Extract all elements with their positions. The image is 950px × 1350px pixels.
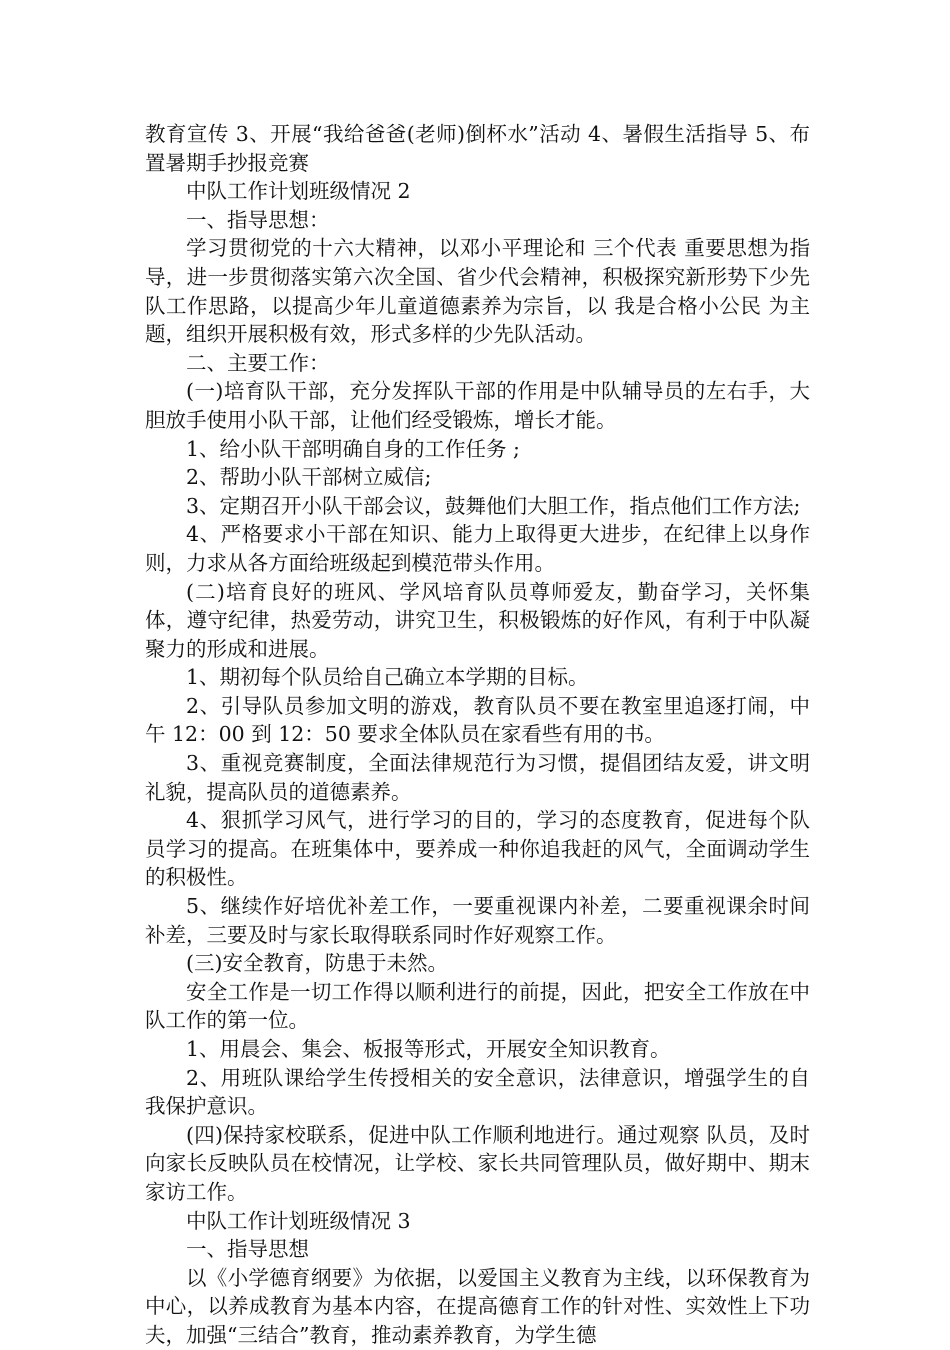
paragraph: (一)培育队干部，充分发挥队干部的作用是中队辅导员的左右手，大胆放手使用小队干部，让他们经受锻炼，增长才能。 <box>145 379 810 432</box>
paragraph: 学习贯彻党的十六大精神，以邓小平理论和 三个代表 重要思想为指导，进一步贯彻落实第六次全国、省少代会精神，积极探究新形势下少先队工作思路，以提高少年儿童道德素养为宗旨，以 我是合格小公民 为主题，组织开展积极有效，形式多样的少先队活动。 <box>145 236 810 347</box>
list-item: 3、重视竞赛制度，全面法律规范行为习惯，提倡团结友爱，讲文明礼貌，提高队员的道德素养。 <box>145 751 810 804</box>
list-item: 2、引导队员参加文明的游戏，教育队员不要在教室里追逐打闹，中午 12：00 到 12：50 要求全体队员在家看些有用的书。 <box>145 693 810 747</box>
paragraph: 以《小学德育纲要》为依据，以爱国主义教育为主线，以环保教育为中心，以养成教育为基本内容，在提高德育工作的针对性、实效性上下功夫，加强“三结合”教育，推动素养教育，为学生德 <box>145 1265 810 1347</box>
list-item: 2、帮助小队干部树立威信; <box>186 465 432 490</box>
list-item: 1、给小队干部明确自身的工作任务 ; <box>186 436 520 461</box>
list-item: 4、严格要求小干部在知识、能力上取得更大进步，在纪律上以身作则，力求从各方面给班级起到模范带头作用。 <box>145 522 810 575</box>
paragraph: (四)保持家校联系，促进中队工作顺利地进行。通过观察 队员，及时向家长反映队员在校情况，让学校、家长共同管理队员，做好期中、期末家访工作。 <box>145 1122 810 1204</box>
list-item: 1、用晨会、集会、板报等形式，开展安全知识教育。 <box>186 1037 671 1061</box>
document-body <box>145 120 810 1350</box>
paragraph: (三)安全教育，防患于未然。 <box>186 951 448 976</box>
list-item: 5、继续作好培优补差工作，一要重视课内补差，二要重视课余时间补差，三要及时与家长取得联系同时作好观察工作。 <box>145 894 810 947</box>
list-item: 3、定期召开小队干部会议，鼓舞他们大胆工作，指点他们工作方法; <box>186 493 801 518</box>
paragraph: 安全工作是一切工作得以顺利进行的前提，因此，把安全工作放在中队工作的第一位。 <box>145 979 810 1033</box>
list-item: 4、狠抓学习风气，进行学习的目的，学习的态度教育，促进每个队员学习的提高。在班集体中，要养成一种你追我赶的风气，全面调动学生的积极性。 <box>145 808 810 890</box>
section-heading: 中队工作计划班级情况 3 <box>186 1208 411 1233</box>
subheading: 一、指导思想： <box>186 207 330 232</box>
paragraph: (二)培育良好的班风、学风培育队员尊师爱友，勤奋学习，关怀集体，遵守纪律，热爱劳动，讲究卫生，积极锻炼的好作风，有利于中队凝聚力的形成和进展。 <box>145 579 810 661</box>
section-heading: 中队工作计划班级情况 2 <box>186 179 411 204</box>
subheading: 一、指导思想 <box>186 1237 309 1262</box>
paragraph: 教育宣传 3、开展“我给爸爸(老师)倒杯水”活动 4、暑假生活指导 5、布置暑期手抄报竞赛 <box>145 122 810 175</box>
list-item: 1、期初每个队员给自己确立本学期的目标。 <box>186 665 589 690</box>
subheading: 二、主要工作： <box>186 350 330 375</box>
list-item: 2、用班队课给学生传授相关的安全意识，法律意识，增强学生的自我保护意识。 <box>145 1065 810 1119</box>
